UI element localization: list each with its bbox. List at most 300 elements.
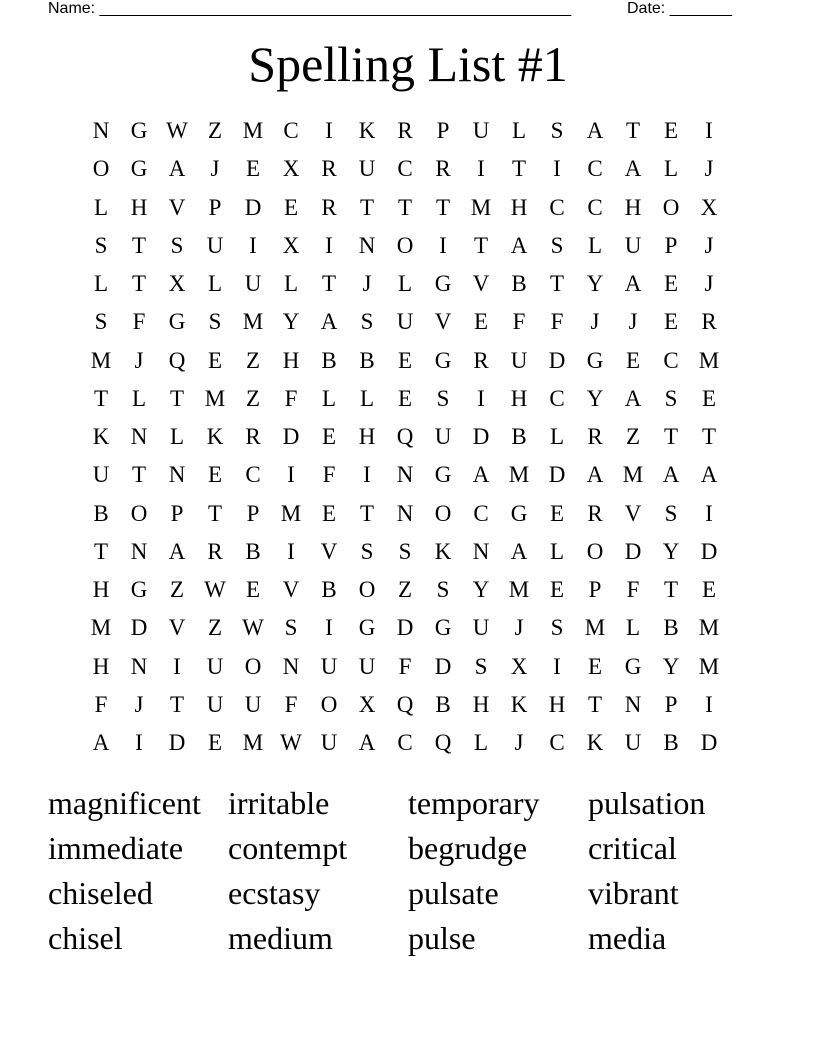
grid-letter: L [93, 271, 109, 297]
grid-letter: L [169, 424, 185, 450]
grid-letter: U [320, 653, 338, 679]
grid-letter: L [473, 730, 489, 756]
grid-letter: N [282, 653, 300, 679]
grid-letter: I [135, 730, 143, 756]
grid-letter: E [701, 577, 717, 603]
grid-letter: U [358, 156, 376, 182]
grid-letter: V [472, 271, 490, 297]
grid-letter: V [168, 615, 186, 641]
grid-letter: Q [168, 347, 186, 373]
grid-letter: H [358, 424, 376, 450]
grid-row [82, 609, 728, 647]
grid-letter: D [282, 424, 300, 450]
grid-letter: M [508, 577, 530, 603]
grid-letter: J [704, 232, 714, 258]
grid-letter: G [434, 462, 452, 488]
grid-letter: U [624, 232, 642, 258]
grid-letter: I [553, 156, 561, 182]
grid-letter: T [131, 462, 147, 488]
grid-letter: B [321, 347, 337, 373]
grid-letter: O [662, 194, 680, 220]
grid-row [82, 571, 728, 609]
grid-letter: P [208, 194, 222, 220]
grid-row [82, 265, 728, 303]
grid-letter: I [249, 232, 257, 258]
grid-letter: I [439, 232, 447, 258]
grid-letter: X [510, 653, 528, 679]
word-list-item: vibrant [588, 875, 679, 911]
grid-row [82, 150, 728, 188]
grid-letter: C [397, 156, 413, 182]
grid-letter: E [625, 347, 641, 373]
grid-row [82, 456, 728, 494]
grid-letter: E [701, 385, 717, 411]
grid-letter: L [625, 615, 641, 641]
grid-letter: B [321, 577, 337, 603]
grid-letter: S [664, 385, 678, 411]
grid-letter: E [549, 577, 565, 603]
grid-letter: A [662, 462, 680, 488]
grid-letter: B [511, 271, 527, 297]
grid-letter: B [663, 615, 679, 641]
grid-letter: T [169, 691, 185, 717]
grid-letter: C [283, 118, 299, 144]
grid-row [82, 648, 728, 686]
grid-letter: M [698, 653, 720, 679]
header-line [48, 0, 748, 20]
grid-letter: E [207, 347, 223, 373]
grid-letter: J [134, 691, 144, 717]
grid-letter: T [549, 271, 565, 297]
grid-letter: X [168, 271, 186, 297]
grid-letter: U [472, 118, 490, 144]
grid-row [82, 342, 728, 380]
grid-letter: A [510, 538, 528, 564]
grid-letter: Y [662, 538, 680, 564]
grid-letter: T [625, 118, 641, 144]
grid-letter: V [434, 309, 452, 335]
grid-letter: F [626, 577, 640, 603]
grid-letter: G [510, 500, 528, 526]
word-list-item: begrudge [408, 830, 528, 866]
grid-letter: H [92, 577, 110, 603]
grid-letter: D [624, 538, 642, 564]
grid-letter: R [207, 538, 223, 564]
grid-letter: N [130, 538, 148, 564]
grid-letter: D [700, 538, 718, 564]
grid-letter: T [663, 577, 679, 603]
grid-letter: L [511, 118, 527, 144]
grid-letter: E [321, 500, 337, 526]
grid-letter: E [397, 385, 413, 411]
grid-letter: S [474, 653, 488, 679]
grid-letter: D [244, 194, 262, 220]
grid-letter: O [244, 653, 262, 679]
grid-letter: K [358, 118, 376, 144]
grid-letter: C [473, 500, 489, 526]
grid-letter: C [549, 194, 565, 220]
grid-letter: N [92, 118, 110, 144]
word-list-item: chiseled [48, 875, 153, 911]
grid-letter: U [244, 271, 262, 297]
grid-letter: H [472, 691, 490, 717]
grid-letter: D [396, 615, 414, 641]
grid-letter: M [584, 615, 606, 641]
grid-letter: I [553, 653, 561, 679]
grid-letter: G [130, 577, 148, 603]
grid-letter: M [242, 730, 264, 756]
grid-letter: N [396, 500, 414, 526]
grid-letter: J [210, 156, 220, 182]
grid-letter: Y [472, 577, 490, 603]
grid-letter: R [435, 156, 451, 182]
grid-letter: W [204, 577, 226, 603]
grid-letter: X [358, 691, 376, 717]
grid-letter: V [168, 194, 186, 220]
grid-letter: L [131, 385, 147, 411]
grid-letter: T [169, 385, 185, 411]
grid-letter: W [280, 730, 302, 756]
grid-row [82, 533, 728, 571]
grid-letter: H [510, 385, 528, 411]
grid-letter: L [283, 271, 299, 297]
grid-letter: J [514, 615, 524, 641]
grid-letter: N [358, 232, 376, 258]
grid-letter: B [511, 424, 527, 450]
grid-letter: S [436, 385, 450, 411]
grid-letter: K [510, 691, 528, 717]
grid-letter: P [664, 232, 678, 258]
grid-letter: P [664, 691, 678, 717]
grid-row [82, 303, 728, 341]
grid-letter: T [511, 156, 527, 182]
word-list-item: pulsation [588, 785, 706, 821]
grid-letter: M [90, 615, 112, 641]
grid-letter: D [472, 424, 490, 450]
word-list-item: magnificent [48, 785, 201, 821]
grid-letter: K [206, 424, 224, 450]
grid-letter: U [624, 730, 642, 756]
grid-letter: E [587, 653, 603, 679]
grid-letter: S [550, 232, 564, 258]
grid-letter: U [510, 347, 528, 373]
grid-letter: T [321, 271, 337, 297]
grid-letter: P [436, 118, 450, 144]
grid-letter: I [325, 232, 333, 258]
grid-letter: G [434, 615, 452, 641]
grid-letter: J [590, 309, 600, 335]
grid-letter: N [168, 462, 186, 488]
grid-letter: L [663, 156, 679, 182]
grid-letter: F [94, 691, 108, 717]
grid-letter: O [396, 232, 414, 258]
word-list-item: immediate [48, 830, 184, 866]
grid-letter: M [242, 118, 264, 144]
grid-letter: M [622, 462, 644, 488]
grid-letter: A [624, 385, 642, 411]
grid-row [82, 112, 728, 150]
grid-letter: V [282, 577, 300, 603]
grid-letter: B [93, 500, 109, 526]
grid-letter: U [92, 462, 110, 488]
grid-letter: F [398, 653, 412, 679]
grid-letter: L [549, 424, 565, 450]
grid-letter: K [434, 538, 452, 564]
grid-letter: A [168, 156, 186, 182]
grid-letter: N [130, 653, 148, 679]
grid-letter: C [587, 156, 603, 182]
grid-letter: H [624, 194, 642, 220]
grid-letter: L [397, 271, 413, 297]
grid-letter: D [168, 730, 186, 756]
grid-letter: I [363, 462, 371, 488]
grid-letter: G [624, 653, 642, 679]
grid-letter: T [701, 424, 717, 450]
grid-letter: L [359, 385, 375, 411]
grid-letter: D [548, 347, 566, 373]
grid-letter: Q [396, 424, 414, 450]
grid-letter: U [206, 691, 224, 717]
grid-letter: M [508, 462, 530, 488]
word-list [48, 783, 768, 963]
grid-letter: T [93, 538, 109, 564]
grid-letter: Y [282, 309, 300, 335]
word-list-item: media [588, 920, 667, 956]
grid-letter: O [358, 577, 376, 603]
grid-row [82, 724, 728, 762]
grid-letter: S [550, 615, 564, 641]
grid-letter: A [624, 156, 642, 182]
grid-letter: B [663, 730, 679, 756]
grid-letter: T [397, 194, 413, 220]
grid-letter: U [396, 309, 414, 335]
name-field-label: Name: _____________________________________________________ [48, 0, 572, 17]
grid-letter: O [586, 538, 604, 564]
grid-letter: D [130, 615, 148, 641]
grid-letter: G [358, 615, 376, 641]
grid-letter: I [705, 500, 713, 526]
grid-letter: O [320, 691, 338, 717]
grid-letter: H [92, 653, 110, 679]
grid-letter: G [168, 309, 186, 335]
grid-letter: A [358, 730, 376, 756]
grid-letter: M [698, 347, 720, 373]
grid-letter: W [242, 615, 264, 641]
grid-letter: Q [434, 730, 452, 756]
grid-letter: Z [207, 118, 223, 144]
grid-letter: U [206, 232, 224, 258]
grid-letter: E [283, 194, 299, 220]
grid-letter: G [434, 347, 452, 373]
grid-letter: C [587, 194, 603, 220]
grid-letter: J [628, 309, 638, 335]
grid-letter: I [325, 118, 333, 144]
grid-letter: J [704, 156, 714, 182]
grid-letter: R [701, 309, 717, 335]
word-list-item: pulse [408, 920, 476, 956]
grid-letter: A [700, 462, 718, 488]
grid-letter: Y [586, 385, 604, 411]
grid-letter: I [477, 156, 485, 182]
grid-letter: U [244, 691, 262, 717]
grid-letter: O [130, 500, 148, 526]
grid-letter: B [245, 538, 261, 564]
grid-letter: H [282, 347, 300, 373]
grid-letter: G [434, 271, 452, 297]
grid-letter: A [320, 309, 338, 335]
grid-letter: C [397, 730, 413, 756]
grid-letter: S [94, 309, 108, 335]
word-list-item: medium [228, 920, 333, 956]
grid-letter: I [173, 653, 181, 679]
word-list-item: temporary [408, 785, 540, 821]
grid-letter: F [512, 309, 526, 335]
grid-letter: P [588, 577, 602, 603]
grid-letter: A [586, 118, 604, 144]
grid-letter: C [245, 462, 261, 488]
grid-letter: D [548, 462, 566, 488]
grid-letter: T [131, 271, 147, 297]
grid-row [82, 189, 728, 227]
grid-letter: R [587, 500, 603, 526]
grid-letter: U [206, 653, 224, 679]
grid-letter: J [704, 271, 714, 297]
grid-letter: F [284, 385, 298, 411]
grid-letter: M [90, 347, 112, 373]
grid-letter: S [436, 577, 450, 603]
word-list-item: chisel [48, 920, 123, 956]
grid-letter: Z [245, 385, 261, 411]
grid-letter: O [92, 156, 110, 182]
grid-letter: L [207, 271, 223, 297]
grid-letter: S [664, 500, 678, 526]
grid-letter: Z [169, 577, 185, 603]
grid-letter: T [207, 500, 223, 526]
grid-letter: P [170, 500, 184, 526]
grid-letter: J [362, 271, 372, 297]
grid-letter: I [287, 538, 295, 564]
grid-letter: X [700, 194, 718, 220]
grid-letter: M [280, 500, 302, 526]
grid-letter: A [92, 730, 110, 756]
grid-letter: J [134, 347, 144, 373]
grid-letter: I [477, 385, 485, 411]
grid-letter: U [358, 653, 376, 679]
grid-row [82, 686, 728, 724]
grid-letter: A [168, 538, 186, 564]
grid-row [82, 227, 728, 265]
grid-letter: S [360, 309, 374, 335]
word-list-item: ecstasy [228, 875, 321, 911]
word-list-item: pulsate [408, 875, 499, 911]
word-search-grid [82, 112, 728, 762]
grid-letter: X [282, 232, 300, 258]
grid-letter: E [473, 309, 489, 335]
grid-letter: U [472, 615, 490, 641]
grid-letter: E [245, 577, 261, 603]
grid-letter: G [130, 156, 148, 182]
grid-letter: E [321, 424, 337, 450]
grid-letter: Z [207, 615, 223, 641]
grid-letter: G [586, 347, 604, 373]
grid-letter: M [204, 385, 226, 411]
grid-letter: E [397, 347, 413, 373]
grid-letter: A [472, 462, 490, 488]
grid-letter: S [284, 615, 298, 641]
grid-letter: S [170, 232, 184, 258]
grid-letter: F [322, 462, 336, 488]
grid-letter: E [207, 462, 223, 488]
grid-letter: I [705, 691, 713, 717]
grid-letter: T [663, 424, 679, 450]
grid-letter: D [700, 730, 718, 756]
grid-letter: B [435, 691, 451, 717]
word-list-item: contempt [228, 830, 348, 866]
grid-letter: T [359, 500, 375, 526]
grid-letter: T [359, 194, 375, 220]
grid-letter: T [587, 691, 603, 717]
grid-letter: Y [586, 271, 604, 297]
grid-letter: D [434, 653, 452, 679]
grid-letter: A [586, 462, 604, 488]
grid-letter: L [321, 385, 337, 411]
grid-letter: C [663, 347, 679, 373]
grid-letter: S [94, 232, 108, 258]
word-list-item: irritable [228, 785, 330, 821]
grid-letter: I [325, 615, 333, 641]
word-list-item: critical [588, 830, 677, 866]
grid-row [82, 380, 728, 418]
grid-letter: U [434, 424, 452, 450]
grid-letter: Q [396, 691, 414, 717]
page-title: Spelling List #1 [248, 36, 568, 92]
grid-letter: C [549, 385, 565, 411]
grid-letter: V [624, 500, 642, 526]
grid-letter: I [287, 462, 295, 488]
grid-letter: J [514, 730, 524, 756]
grid-letter: E [663, 271, 679, 297]
grid-letter: X [282, 156, 300, 182]
grid-letter: R [245, 424, 261, 450]
grid-letter: A [510, 232, 528, 258]
grid-letter: N [624, 691, 642, 717]
grid-letter: Z [245, 347, 261, 373]
grid-letter: F [284, 691, 298, 717]
grid-letter: T [131, 232, 147, 258]
grid-letter: E [207, 730, 223, 756]
grid-letter: S [398, 538, 412, 564]
grid-letter: A [624, 271, 642, 297]
grid-row [82, 495, 728, 533]
grid-letter: L [93, 194, 109, 220]
grid-letter: N [472, 538, 490, 564]
grid-letter: F [550, 309, 564, 335]
grid-letter: S [208, 309, 222, 335]
grid-letter: N [396, 462, 414, 488]
grid-letter: I [705, 118, 713, 144]
grid-letter: K [92, 424, 110, 450]
grid-letter: Z [397, 577, 413, 603]
grid-letter: E [663, 309, 679, 335]
grid-letter: T [93, 385, 109, 411]
grid-letter: N [130, 424, 148, 450]
grid-letter: M [242, 309, 264, 335]
grid-letter: H [510, 194, 528, 220]
grid-letter: Z [625, 424, 641, 450]
grid-letter: P [246, 500, 260, 526]
grid-letter: T [473, 232, 489, 258]
grid-letter: Y [662, 653, 680, 679]
